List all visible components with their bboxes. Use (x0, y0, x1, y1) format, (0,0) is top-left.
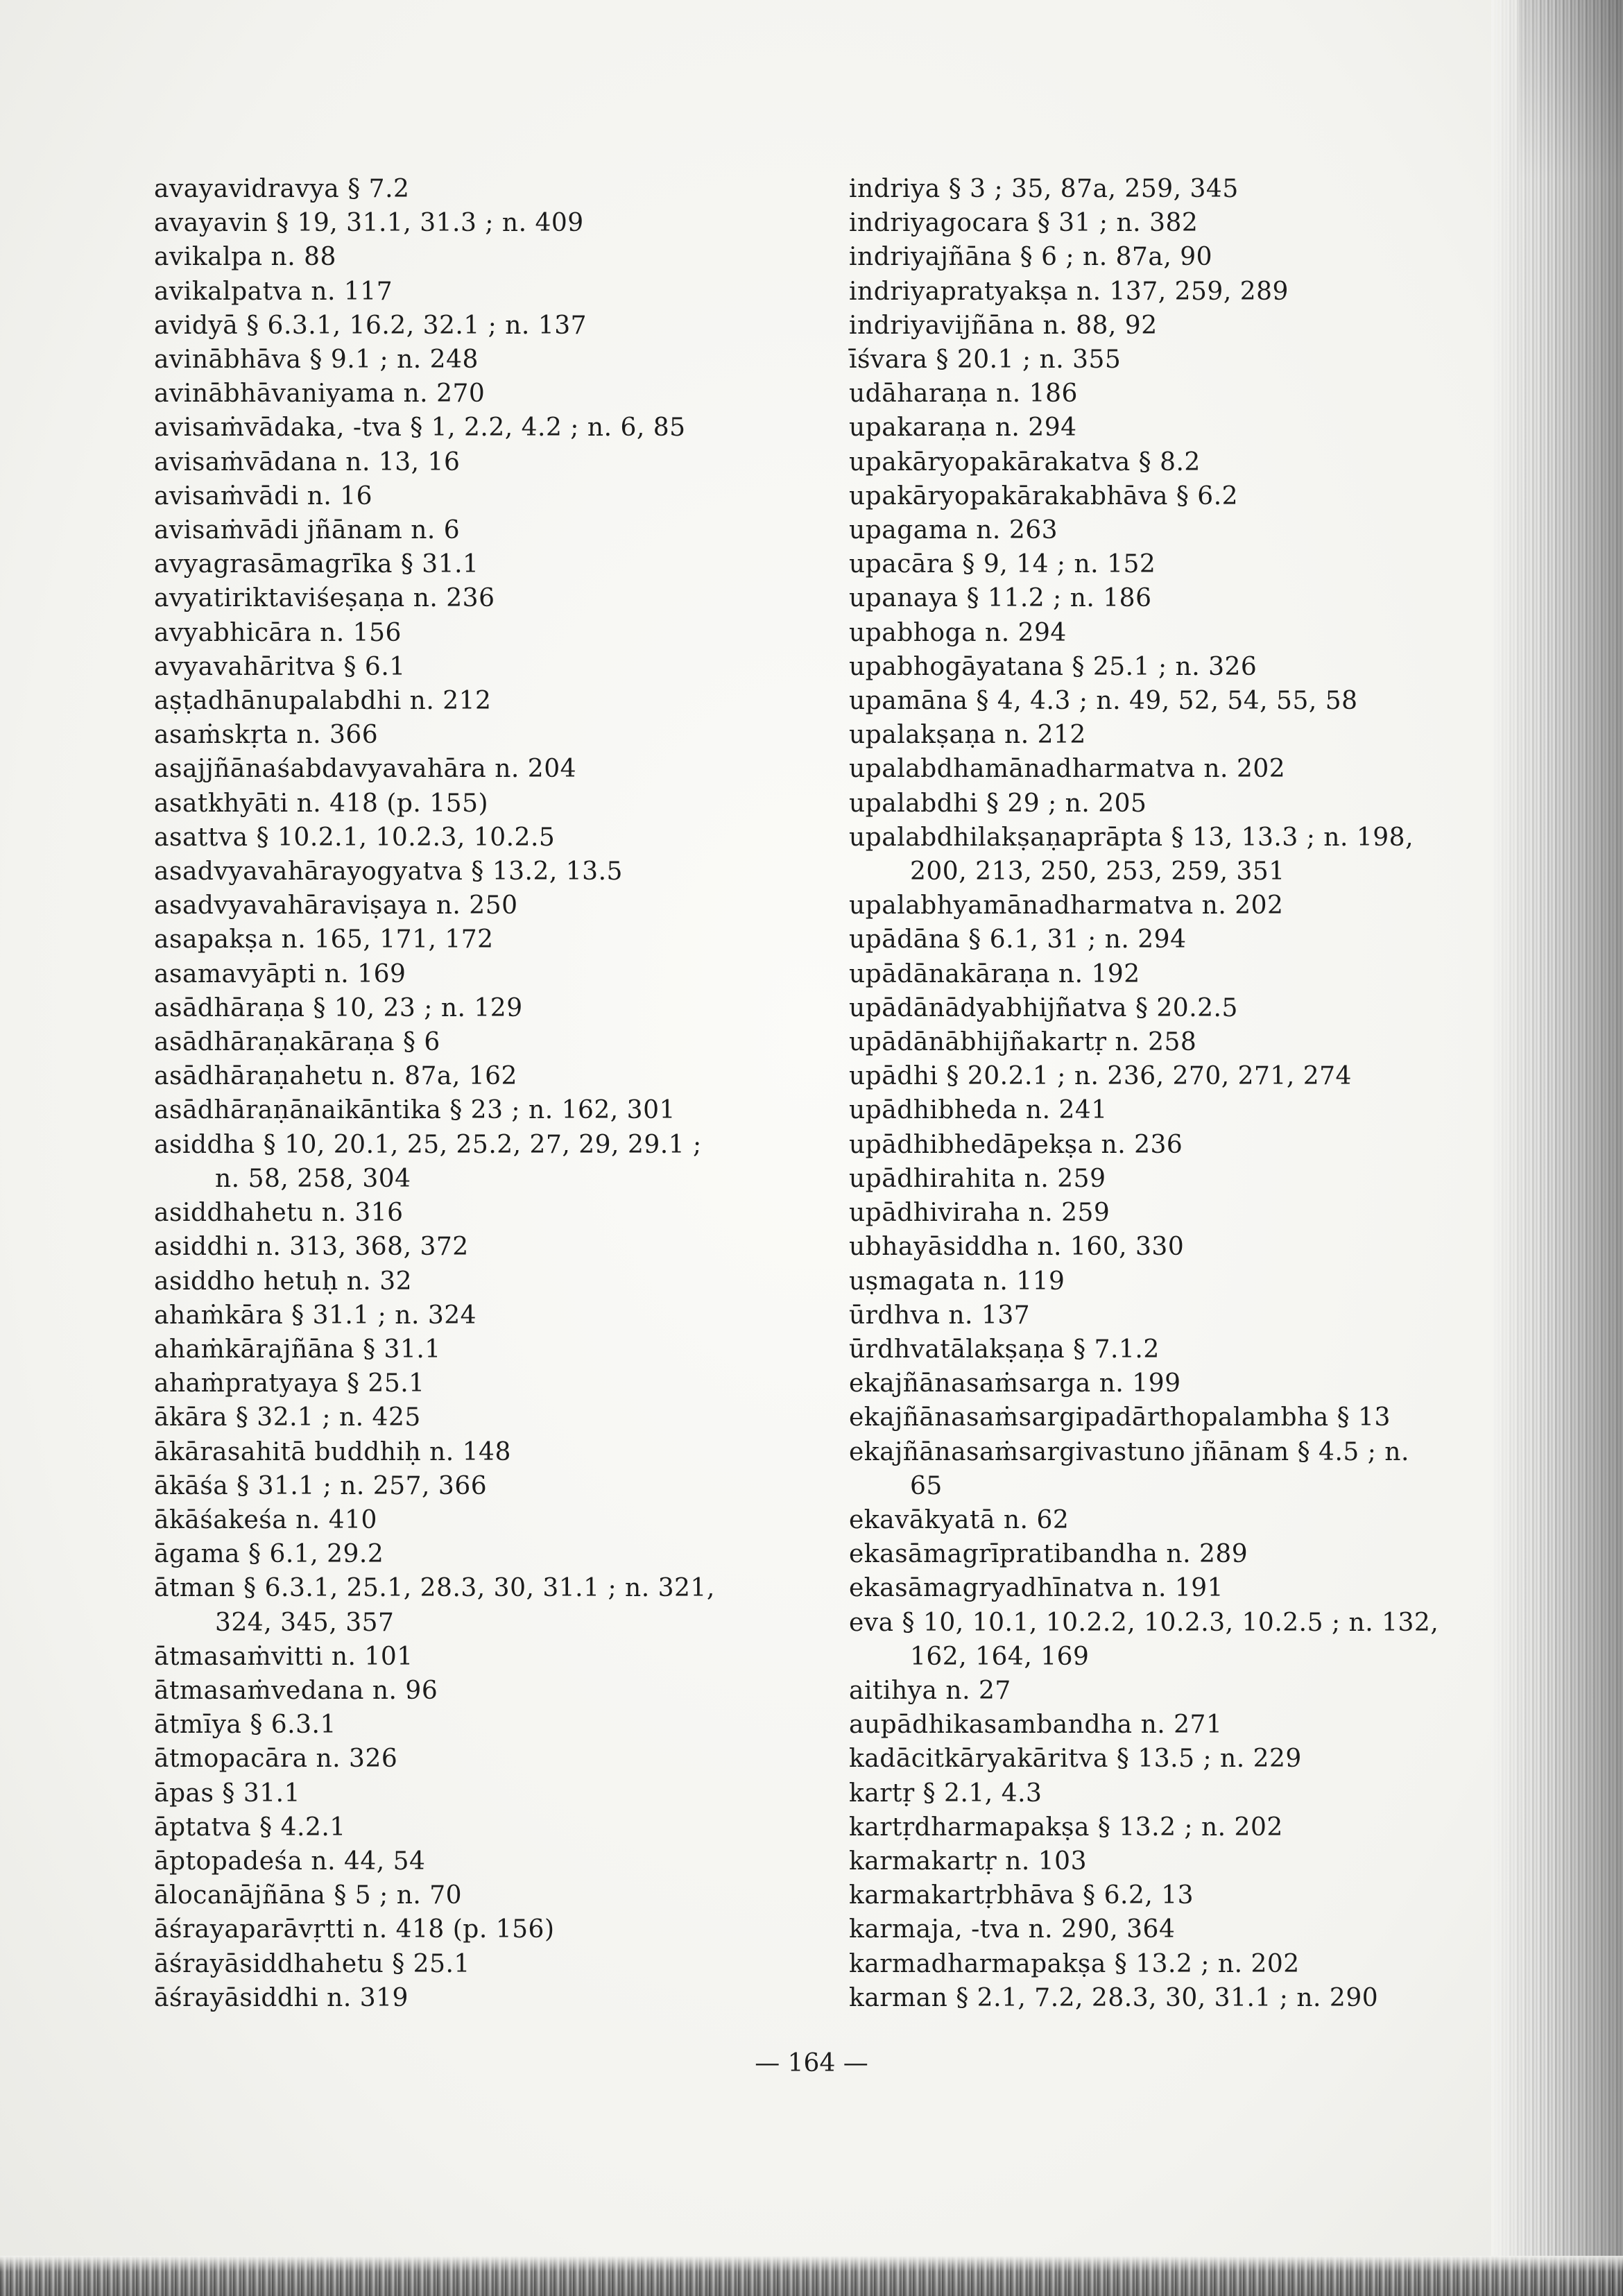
index-entry: upalabdhi § 29 ; n. 205 (849, 789, 1147, 818)
index-entry: upādānādyabhijñatva § 20.2.5 (849, 993, 1238, 1022)
index-entry: ekajñānasaṁsargivastuno jñānam § 4.5 ; n. (849, 1437, 1409, 1466)
index-entry: avisaṁvādi jñānam n. 6 (154, 516, 461, 545)
index-entry: avyavahāritva § 6.1 (154, 652, 406, 681)
index-entry: karmaja, -tva n. 290, 364 (849, 1915, 1176, 1944)
index-entry: ākārasahitā buddhiḥ n. 148 (154, 1437, 511, 1466)
index-entry: ātmasaṁvitti n. 101 (154, 1642, 413, 1671)
index-entry: indriya § 3 ; 35, 87a, 259, 345 (849, 175, 1239, 203)
index-entry: asādhāraṇahetu n. 87a, 162 (154, 1062, 517, 1091)
index-entry: ekasāmagrīpratibandha n. 289 (849, 1540, 1248, 1569)
index-entry: ahaṁkāra § 31.1 ; n. 324 (154, 1301, 477, 1330)
index-entry: īśvara § 20.1 ; n. 355 (849, 345, 1122, 375)
index-entry: indriyagocara § 31 ; n. 382 (849, 209, 1199, 238)
index-entry: avikalpa n. 88 (154, 243, 336, 272)
index-entry-continuation: 162, 164, 169 (910, 1642, 1090, 1671)
index-entry: indriyavijñāna n. 88, 92 (849, 311, 1158, 340)
index-entry: ālocanājñāna § 5 ; n. 70 (154, 1881, 463, 1910)
index-entry: upakāryopakārakatva § 8.2 (849, 447, 1201, 477)
index-entry: asadvyavahāraviṣaya n. 250 (154, 891, 518, 920)
index-entry: ahaṁkārajñāna § 31.1 (154, 1335, 441, 1364)
index-entry: asatkhyāti n. 418 (p. 155) (154, 789, 489, 818)
index-entry: upacāra § 9, 14 ; n. 152 (849, 550, 1156, 579)
index-entry: avyagrasāmagrīka § 31.1 (154, 550, 479, 579)
index-entry: aitihya n. 27 (849, 1676, 1011, 1705)
index-entry: asattva § 10.2.1, 10.2.3, 10.2.5 (154, 823, 556, 852)
index-entry: avidyā § 6.3.1, 16.2, 32.1 ; n. 137 (154, 311, 587, 340)
index-entry: upabhoga n. 294 (849, 618, 1067, 647)
index-entry: avisaṁvādi n. 16 (154, 481, 373, 511)
index-entry: kartṛ § 2.1, 4.3 (849, 1779, 1042, 1808)
index-entry: upādhiviraha n. 259 (849, 1199, 1110, 1228)
index-entry: asiddho hetuḥ n. 32 (154, 1267, 412, 1296)
index-entry: ātman § 6.3.1, 25.1, 28.3, 30, 31.1 ; n. 321, (154, 1574, 715, 1603)
index-entry: uṣmagata n. 119 (849, 1267, 1065, 1296)
index-entry-continuation: 65 (910, 1471, 943, 1500)
index-entry: asādhāraṇakāraṇa § 6 (154, 1028, 440, 1057)
index-entry: avyatiriktaviśeṣaṇa n. 236 (154, 584, 495, 613)
index-entry: avinābhāvaniyama n. 270 (154, 379, 486, 409)
index-entry: ākāśakeśa n. 410 (154, 1505, 377, 1534)
index-entry: upādhibheda n. 241 (849, 1096, 1108, 1125)
index-entry: karmakartṛbhāva § 6.2, 13 (849, 1881, 1194, 1910)
index-column-left (154, 172, 820, 2015)
index-entry: āśrayaparāvṛtti n. 418 (p. 156) (154, 1915, 555, 1944)
index-entry: karman § 2.1, 7.2, 28.3, 30, 31.1 ; n. 290 (849, 1983, 1379, 2012)
index-entry: upādānābhijñakartṛ n. 258 (849, 1028, 1197, 1057)
index-column-right (849, 172, 1508, 2015)
index-entry: āgama § 6.1, 29.2 (154, 1540, 384, 1569)
index-entry: upamāna § 4, 4.3 ; n. 49, 52, 54, 55, 58 (849, 687, 1358, 716)
index-entry-continuation: n. 58, 258, 304 (215, 1164, 411, 1193)
index-entry: upagama n. 263 (849, 516, 1058, 545)
index-entry: ubhayāsiddha n. 160, 330 (849, 1233, 1185, 1262)
index-entry: asiddhi n. 313, 368, 372 (154, 1233, 469, 1262)
index-entry: avyabhicāra n. 156 (154, 618, 402, 647)
index-entry: upakaraṇa n. 294 (849, 413, 1077, 443)
index-entry: asiddha § 10, 20.1, 25, 25.2, 27, 29, 29.1 ; (154, 1130, 702, 1159)
index-entry: asaṁskṛta n. 366 (154, 721, 379, 750)
page-number: — 164 — (755, 2049, 868, 2077)
index-entry: upakāryopakārakabhāva § 6.2 (849, 481, 1239, 511)
index-entry: asadvyavahārayogyatva § 13.2, 13.5 (154, 857, 623, 886)
index-entry: ūrdhvatālakṣaṇa § 7.1.2 (849, 1335, 1160, 1364)
index-entry: kartṛdharmapakṣa § 13.2 ; n. 202 (849, 1813, 1283, 1842)
index-entry: eva § 10, 10.1, 10.2.2, 10.2.3, 10.2.5 ; n. 132, (849, 1608, 1439, 1637)
index-entry: upādhirahita n. 259 (849, 1164, 1106, 1193)
index-entry: ahaṁpratyaya § 25.1 (154, 1369, 425, 1398)
index-entry: ātmasaṁvedana n. 96 (154, 1676, 438, 1705)
index-entry: upabhogāyatana § 25.1 ; n. 326 (849, 652, 1257, 681)
index-entry: upādāna § 6.1, 31 ; n. 294 (849, 925, 1187, 954)
index-entry: āptatva § 4.2.1 (154, 1813, 346, 1842)
index-entry: upanaya § 11.2 ; n. 186 (849, 584, 1152, 613)
index-entry-continuation: 324, 345, 357 (215, 1608, 395, 1637)
index-entry: upādānakāraṇa n. 192 (849, 959, 1140, 988)
index-entry: kadācitkāryakāritva § 13.5 ; n. 229 (849, 1745, 1302, 1774)
index-entry: upalakṣaṇa n. 212 (849, 721, 1086, 750)
index-entry: asajjñānaśabdavyavahāra n. 204 (154, 755, 576, 784)
index-entry: ekajñānasaṁsarga n. 199 (849, 1369, 1181, 1398)
index-entry: ātmīya § 6.3.1 (154, 1711, 336, 1740)
index-entry: āpas § 31.1 (154, 1779, 300, 1808)
index-entry-continuation: 200, 213, 250, 253, 259, 351 (910, 857, 1285, 886)
index-entry: ekasāmagryadhīnatva n. 191 (849, 1574, 1224, 1603)
index-entry: upalabdhamānadharmatva n. 202 (849, 755, 1286, 784)
index-entry: ākāra § 32.1 ; n. 425 (154, 1403, 421, 1432)
index-entry: ūrdhva n. 137 (849, 1301, 1031, 1330)
index-entry: upalabdhilakṣaṇaprāpta § 13, 13.3 ; n. 198, (849, 823, 1414, 852)
index-entry: asamavyāpti n. 169 (154, 959, 406, 988)
index-entry: aupādhikasambandha n. 271 (849, 1711, 1223, 1740)
index-entry: asiddhahetu n. 316 (154, 1199, 404, 1228)
index-entry: upalabhyamānadharmatva n. 202 (849, 891, 1284, 920)
index-entry: āśrayāsiddhahetu § 25.1 (154, 1949, 470, 1978)
index-entry: indriyajñāna § 6 ; n. 87a, 90 (849, 243, 1213, 272)
index-entry: avikalpatva n. 117 (154, 277, 393, 306)
scan-edge-right (1491, 0, 1623, 2296)
index-entry: ekajñānasaṁsargipadārthopalambha § 13 (849, 1403, 1391, 1432)
index-entry: ekavākyatā n. 62 (849, 1505, 1070, 1534)
index-entry: udāharaṇa n. 186 (849, 379, 1078, 409)
index-entry: avayavidravya § 7.2 (154, 175, 410, 203)
index-entry: asādhāraṇa § 10, 23 ; n. 129 (154, 993, 523, 1022)
index-entry: asapakṣa n. 165, 171, 172 (154, 925, 494, 954)
index-entry: karmakartṛ n. 103 (849, 1847, 1087, 1876)
index-entry: upādhibhedāpekṣa n. 236 (849, 1130, 1183, 1159)
index-entry: avisaṁvādaka, -tva § 1, 2.2, 4.2 ; n. 6, 85 (154, 413, 686, 443)
index-entry: āśrayāsiddhi n. 319 (154, 1983, 409, 2012)
index-entry: aṣṭadhānupalabdhi n. 212 (154, 687, 492, 716)
index-entry: ātmopacāra n. 326 (154, 1745, 398, 1774)
index-entry: avinābhāva § 9.1 ; n. 248 (154, 345, 479, 375)
index-entry: āptopadeśa n. 44, 54 (154, 1847, 426, 1876)
index-entry: ākāśa § 31.1 ; n. 257, 366 (154, 1471, 488, 1500)
index-entry: asādhāraṇānaikāntika § 23 ; n. 162, 301 (154, 1096, 676, 1125)
index-entry: avisaṁvādana n. 13, 16 (154, 447, 461, 477)
index-entry: upādhi § 20.2.1 ; n. 236, 270, 271, 274 (849, 1062, 1352, 1091)
index-entry: indriyapratyakṣa n. 137, 259, 289 (849, 277, 1289, 306)
index-entry: avayavin § 19, 31.1, 31.3 ; n. 409 (154, 209, 584, 238)
index-entry: karmadharmapakṣa § 13.2 ; n. 202 (849, 1949, 1300, 1978)
scan-edge-bottom (0, 2256, 1623, 2296)
